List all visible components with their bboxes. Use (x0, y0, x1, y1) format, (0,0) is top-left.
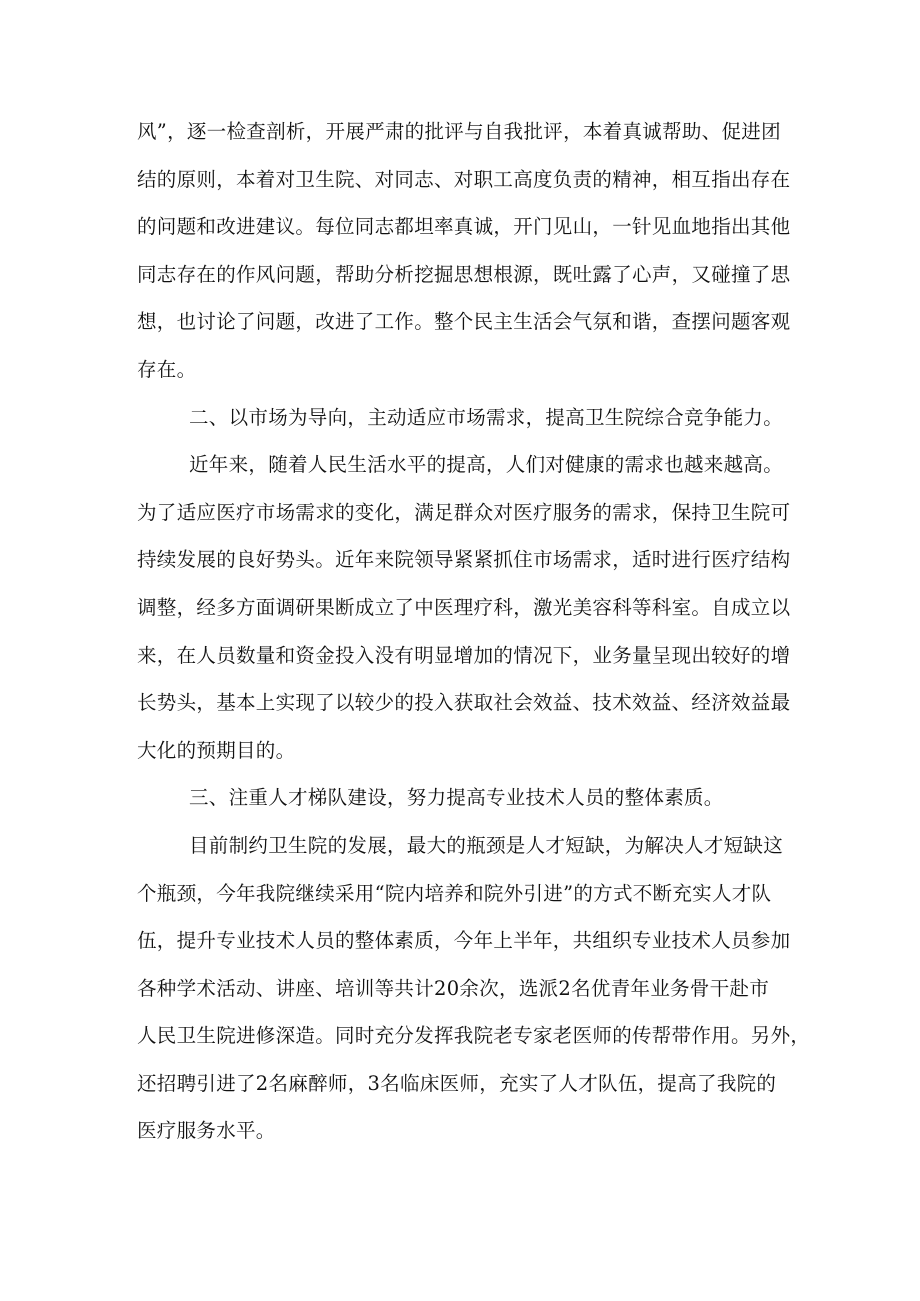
text-line: 为了适应医疗市场需求的变化，满足群众对医疗服务的需求，保持卫生院可 (137, 500, 791, 524)
text-line: 人民卫生院进修深造。同时充分发挥我院老专家老医师的传帮带作用。另外， (137, 1024, 811, 1048)
text-line: 来，在人员数量和资金投入没有明显增加的情况下，业务量呈现出较好的增 (137, 643, 791, 667)
text-line: 医疗服务水平。 (137, 1119, 276, 1143)
text-line: 伍，提升专业技术人员的整体素质，今年上半年，共组织专业技术人员参加 (137, 929, 791, 953)
body-paragraph (137, 108, 791, 394)
text-line: 长势头，基本上实现了以较少的投入获取社会效益、技术效益、经济效益最 (137, 691, 791, 715)
document-body (137, 108, 811, 1155)
text-line: 风”，逐一检查剖析，开展严肃的批评与自我批评，本着真诚帮助、促进团 (137, 120, 781, 143)
section-heading (137, 394, 787, 442)
text-line: 想，也讨论了问题，改进了工作。整个民主生活会气氛和谐，查摆问题客观 (137, 310, 791, 334)
text-line: 结的原则，本着对卫生院、对同志、对职工高度负责的精神，相互指出存在 (137, 167, 791, 191)
text-line: 还招聘引进了2名麻醉师，3名临床医师，充实了人才队伍，提高了我院的 (137, 1071, 777, 1095)
text-line: 近年来，随着人民生活水平的提高，人们对健康的需求也越来越高。 (189, 453, 784, 477)
text-line: 各种学术活动、讲座、培训等共计20余次，选派2名优青年业务骨干赴市 (137, 976, 770, 1000)
text-line: 目前制约卫生院的发展，最大的瓶颈是人才短缺，为解决人才短缺这 (189, 833, 784, 857)
text-line: 存在。 (137, 357, 197, 381)
section-heading (137, 774, 787, 822)
text-line: 持续发展的良好势头。近年来院领导紧紧抓住市场需求，适时进行医疗结构 (137, 548, 791, 572)
text-line: 三、注重人才梯队建设，努力提高专业技术人员的整体素质。 (189, 786, 724, 810)
text-line: 个瓶颈，今年我院继续采用“院内培养和院外引进”的方式不断充实人才队 (137, 881, 772, 905)
text-line: 的问题和改进建议。每位同志都坦率真诚，开门见山，一针见血地指出其他 (137, 215, 791, 239)
body-paragraph (137, 441, 791, 774)
text-line: 大化的预期目的。 (137, 738, 296, 762)
body-paragraph (137, 822, 811, 1155)
text-line: 调整，经多方面调研果断成立了中医理疗科，激光美容科等科室。自成立以 (137, 595, 791, 619)
text-line: 同志存在的作风问题，帮助分析挖掘思想根源，既吐露了心声，又碰撞了思 (137, 262, 791, 286)
text-line: 二、以市场为导向，主动适应市场需求，提高卫生院综合竞争能力。 (189, 405, 784, 429)
